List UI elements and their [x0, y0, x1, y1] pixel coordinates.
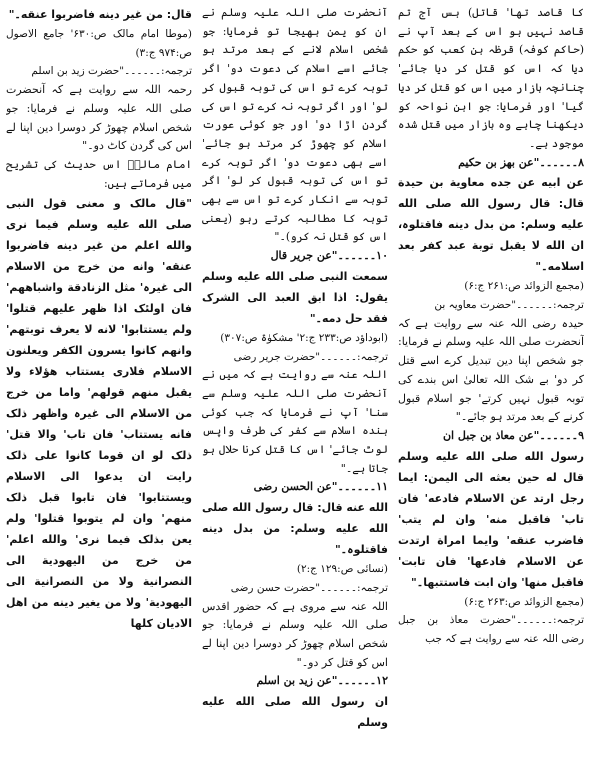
hadith-heading: ۱۲۔۔۔۔۔۔"عن زید بن اسلم: [256, 674, 388, 688]
reference-citation: (مجمع الزوائد ص:۲۶۳ ج:۶): [464, 595, 584, 608]
hadith-heading: ۹۔۔۔۔۔۔"عن معاذ بن جبل ان: [442, 428, 584, 442]
arabic-hadith-text: عن ابیه عن جده معاویة بن حیدة قال: قال رسول الله صلی الله علیه وسلم: من بدل دینه فاقتلوہ، ان الله لا یقبل توبة عبد کفر بعد اسلامه۔": [398, 176, 584, 274]
arabic-hadith-text: ان رسول الله صلی الله علیه وسلم: [202, 695, 388, 730]
right-column: [398, 4, 584, 776]
hadith-heading: ۱۱۔۔۔۔۔۔"عن الحسن رضی: [253, 480, 388, 494]
translation-heading: ترجمہ:۔۔۔۔۔۔"حضرت معاذ بن جبل رضی اللہ عنہ سے روایت ہے کہ جب: [398, 614, 584, 646]
translation-heading: ترجمہ:۔۔۔۔۔۔"حضرت زید بن اسلم: [31, 65, 192, 78]
translation-heading: ترجمہ:۔۔۔۔۔۔"حضرت جریر رضی: [233, 350, 388, 363]
arabic-hadith-text: رسول الله صلی الله علیه وسلم قال له حین بعثه الی الیمن: ایما رجل ارتد عن الاسلام فادعه' فان تاب' فاقبل منه' وان لم یتب' فاضرب عنقه' وایما امراة ارتدت عن الاسلام فادعها' فان تابت' فاقبل منها' وان ابت فاستتبها۔": [398, 449, 584, 589]
reference-citation: (ابوداؤد ص:۲۳۳ ج:۲' مشکوٰۃ ص:۳۰۷): [220, 331, 388, 344]
arabic-hadith-text: قال: من غیر دینه فاضربوا عنقه۔": [8, 8, 192, 21]
translation-heading: ترجمہ:۔۔۔۔۔۔"حضرت معاویہ بن: [434, 299, 584, 312]
arabic-hadith-text: سمعت النبی صلی الله علیه وسلم یقول: اذا ابق العبد الی الشرک فقد حل دمه۔": [202, 269, 388, 325]
reference-citation: (مجمع الزوائد ص:۲۶۱ ج:۶): [464, 280, 584, 293]
arabic-commentary-text: "قال مالک و معنی قول النبی صلی الله علیه وسلم فیما نری والله اعلم من غیر دینه فاضربوا عنقه' وانه من خرج من الاسلام الی غیرہ' مثل الزنادقة واشباههم' فان اولئک اذا ظهر علیهم قتلوا' ولم یستتابوا' لانه لا یعرف توبتهم' وانهم کانوا یسرون الکفر ویعلنون الاسلام فلاری یستتاب هؤلاء ولا یقبل منهم قولهم' واما من خرج من الاسلام الی غیرہ واظهر ذلک فانه یستتاب' فان تاب' والا قتل' ذلک لو ان قوما کانوا علی ذلک رایت ان یدعوا الی الاسلام ویستتابوا' فان تابوا قبل ذلک منهم' وان لم یتوبوا قتلوا' ولم یعن بذلک فیما نری' والله اعلم' من خرج من الیهودیة الی النصرانیة ولا من النصرانیة الی الیهودیة' ولا من یغیر دینه من اهل الادیان کلها: [6, 197, 192, 631]
paragraph: امام مالکؒ اس حدیث کی تشریح میں فرماتے ہیں:: [6, 157, 192, 190]
translation-heading: ترجمہ:۔۔۔۔۔۔"حضرت حسن رضی: [230, 581, 388, 594]
reference-citation: (موطا امام مالک ص:۶۳۰' جامع الاصول ص:۹۷۴ ج:۳): [6, 28, 192, 59]
paragraph: کا قاصد تھا' قاتل) بس آج تم قاصد نہیں ہو اس کے بعد آپ نے (حاکم کوفہ) قرظہ بن کعب کو حکم دیا کہ اس کو قتل کر دیا جائے' چنانچہ بازار میں اس کو قتل کر دیا گیا' اور فرمایا: جو ابن نواحہ کو دیکھنا چاہے وہ بازار میں قتل شدہ موجود ہے۔: [398, 6, 584, 150]
hadith-heading: ۸۔۔۔۔۔۔"عن بھز بن حکیم: [458, 155, 584, 169]
document-page: [6, 4, 584, 776]
left-column: [6, 4, 192, 776]
arabic-hadith-text: الله عنه قال: قال رسول الله صلی الله علیه وسلم: من بدل دینه فاقتلوہ۔": [202, 501, 388, 557]
paragraph: رحمہ اللہ سے روایت ہے کہ آنحضرت صلی اللہ علیہ وسلم نے فرمایا: جو شخص اسلام چھوڑ کر دوسرا دین اپنا لے اس کی گردن کاٹ دو۔": [6, 83, 192, 153]
middle-column: [202, 4, 388, 776]
paragraph: اللہ عنہ سے روایت ہے کہ میں نے آنحضرت صلی اللہ علیہ وسلم سے سنا' آپ نے فرمایا کہ جب کوئی بندہ اسلام سے کفر کی طرف واپس لوٹ جائے' اس کا قتل کرنا حلال ہو جاتا ہے۔": [202, 368, 388, 475]
paragraph: اللہ عنہ سے مروی ہے کہ حضور اقدس صلی اللہ علیہ وسلم نے فرمایا: جو شخص اسلام چھوڑ کر دوسرا دین اپنا لے اس کو قتل کر دو۔": [202, 599, 388, 669]
hadith-heading: ۱۰۔۔۔۔۔۔"عن جریر قال: [270, 249, 388, 263]
paragraph: حیدہ رضی اللہ عنہ سے روایت ہے کہ آنحضرت صلی اللہ علیہ وسلم نے فرمایا: جو شخص اپنا دین تبدیل کرے اسے قتل کر دو' بے شک اللہ تعالیٰ اس بندے کی توبہ قبول نہیں کرتے' جو اسلام قبول کرنے کے بعد مرتد ہو جائے۔": [398, 316, 584, 424]
reference-citation: (نسائی ص:۱۲۹ ج:۲): [296, 563, 388, 576]
paragraph: آنحضرت صلی اللہ علیہ وسلم نے ان کو یمن بھیجا تو فرمایا: جو شخص اسلام لانے کے بعد مرتد ہو جائے اسے اسلام کی دعوت دو' اگر توبہ کرے تو اس کی توبہ قبول کر لو' اور اگر توبہ نہ کرے تو اس کی گردن اڑا دو' اور جو کوئی عورت اسلام کو چھوڑ کر مرتد ہو جائے' اسے بھی دعوت دو' اگر توبہ کرے تو اس کی توبہ قبول کر لو' اگر توبہ سے انکار کرے تو اس سے بھی توبہ کا مطالبہ کرتے رہو (یعنی اس کو قتل نہ کرو)۔": [202, 6, 388, 244]
